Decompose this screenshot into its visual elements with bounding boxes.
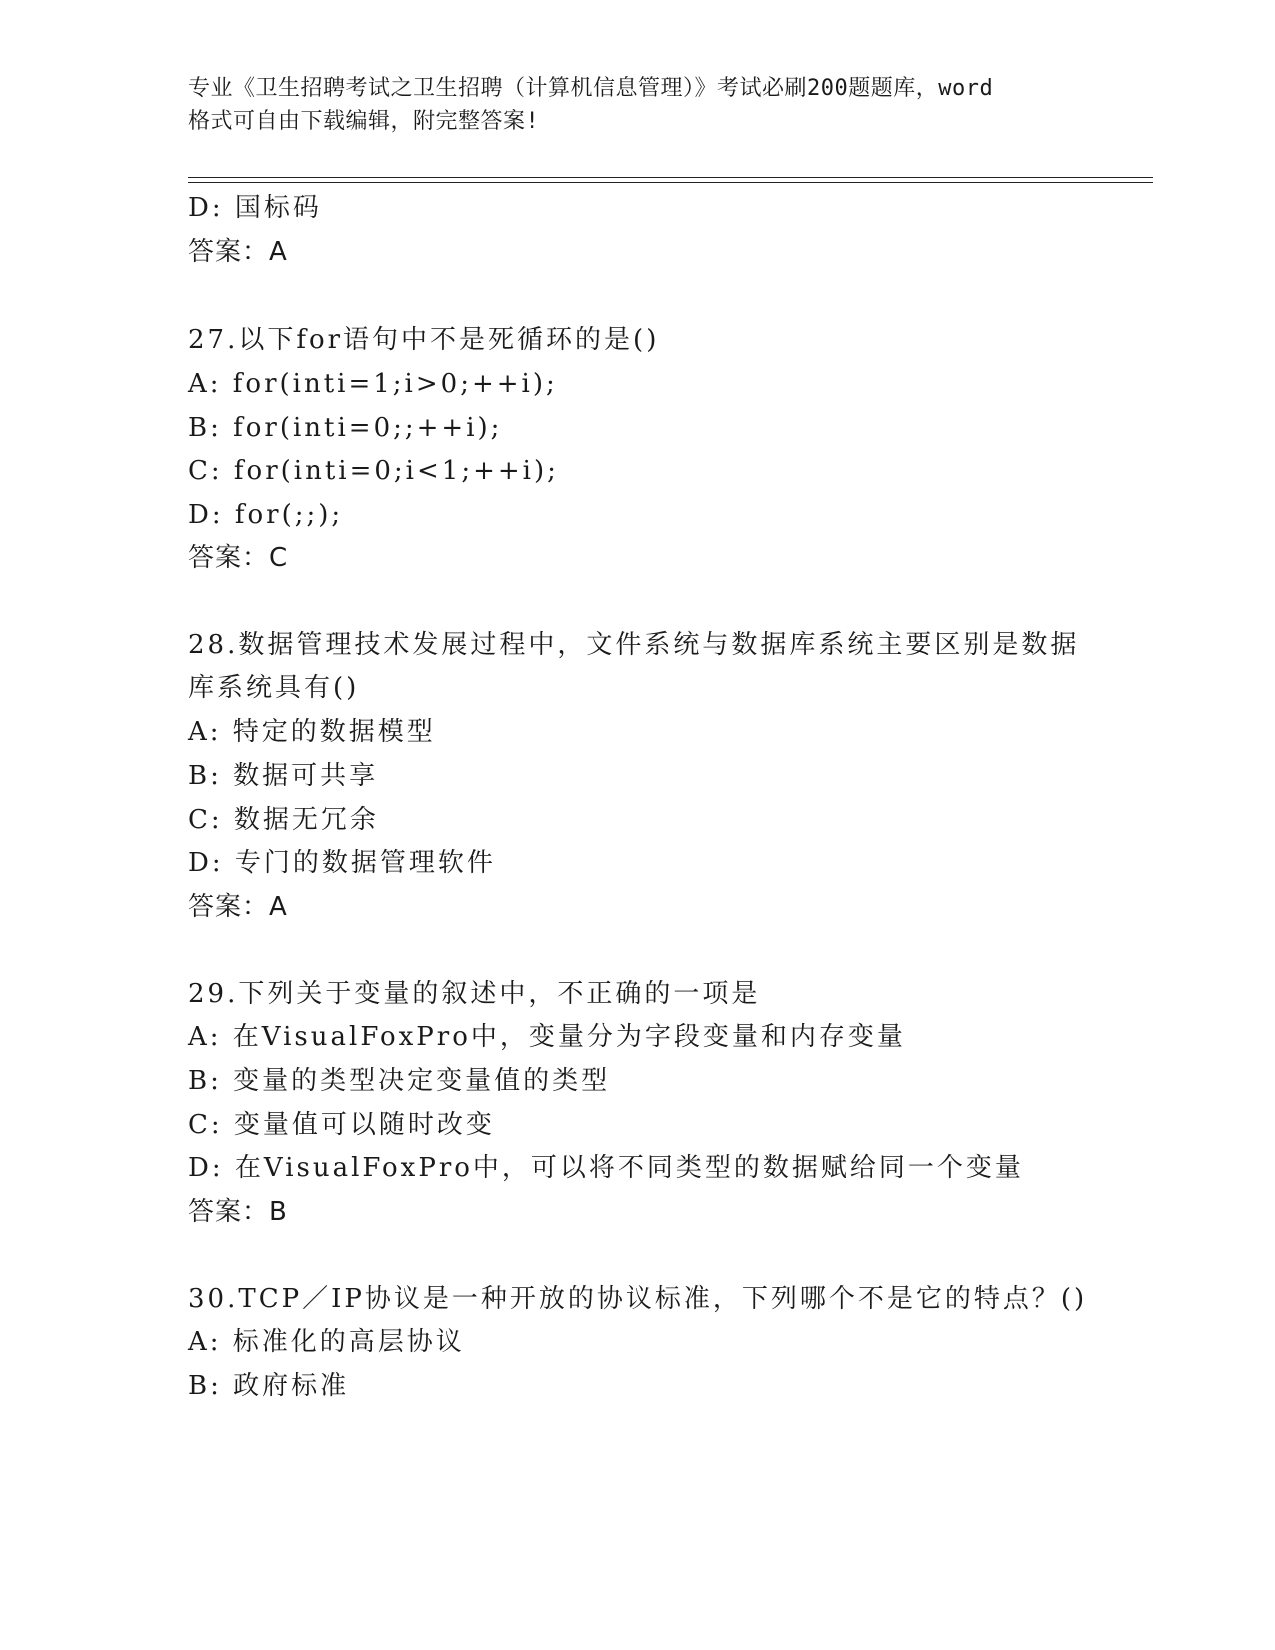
q29-option-d: D: 在VisualFoxPro中，可以将不同类型的数据赋给同一个变量 [188, 1153, 1024, 1183]
q28-stem-line-2: 库系统具有() [188, 673, 360, 703]
q27-option-d: D: for(;;); [188, 500, 344, 530]
q28-option-b: B: 数据可共享 [188, 761, 379, 791]
q29-answer: 答案：B [188, 1197, 288, 1227]
q27-stem: 27.以下for语句中不是死循环的是() [188, 325, 660, 355]
header-line-1: 专业《卫生招聘考试之卫生招聘（计算机信息管理）》考试必刷200题题库，word [188, 76, 994, 101]
q27-option-c: C: for(inti=0;i<1;++i); [188, 456, 559, 486]
q29-option-b: B: 变量的类型决定变量值的类型 [188, 1066, 611, 1096]
header-divider-bottom [188, 182, 1153, 183]
q28-option-a: A: 特定的数据模型 [188, 717, 436, 747]
header-line-2: 格式可自由下载编辑，附完整答案! [188, 109, 540, 134]
q29-option-c: C: 变量值可以随时改变 [188, 1110, 495, 1140]
q28-option-c: C: 数据无冗余 [188, 805, 379, 835]
header-divider-top [188, 177, 1153, 178]
q28-option-d: D: 专门的数据管理软件 [188, 848, 496, 878]
q30-stem: 30.TCP／IP协议是一种开放的协议标准，下列哪个不是它的特点？() [188, 1284, 1088, 1314]
q28-stem-line-1: 28.数据管理技术发展过程中，文件系统与数据库系统主要区别是数据 [188, 630, 1080, 660]
q28-answer: 答案：A [188, 892, 288, 922]
q27-option-b: B: for(inti=0;;++i); [188, 413, 503, 443]
q30-option-b: B: 政府标准 [188, 1371, 350, 1401]
document-header [188, 72, 1088, 138]
prev-answer: 答案：A [188, 237, 288, 267]
q27-option-a: A: for(inti=1;i>0;++i); [188, 369, 558, 399]
q27-answer: 答案：C [188, 543, 289, 573]
q30-option-a: A: 标准化的高层协议 [188, 1327, 465, 1357]
q29-stem: 29.下列关于变量的叙述中，不正确的一项是 [188, 979, 761, 1009]
prev-option-d: D: 国标码 [188, 193, 322, 223]
q29-option-a: A: 在VisualFoxPro中，变量分为字段变量和内存变量 [188, 1022, 906, 1052]
